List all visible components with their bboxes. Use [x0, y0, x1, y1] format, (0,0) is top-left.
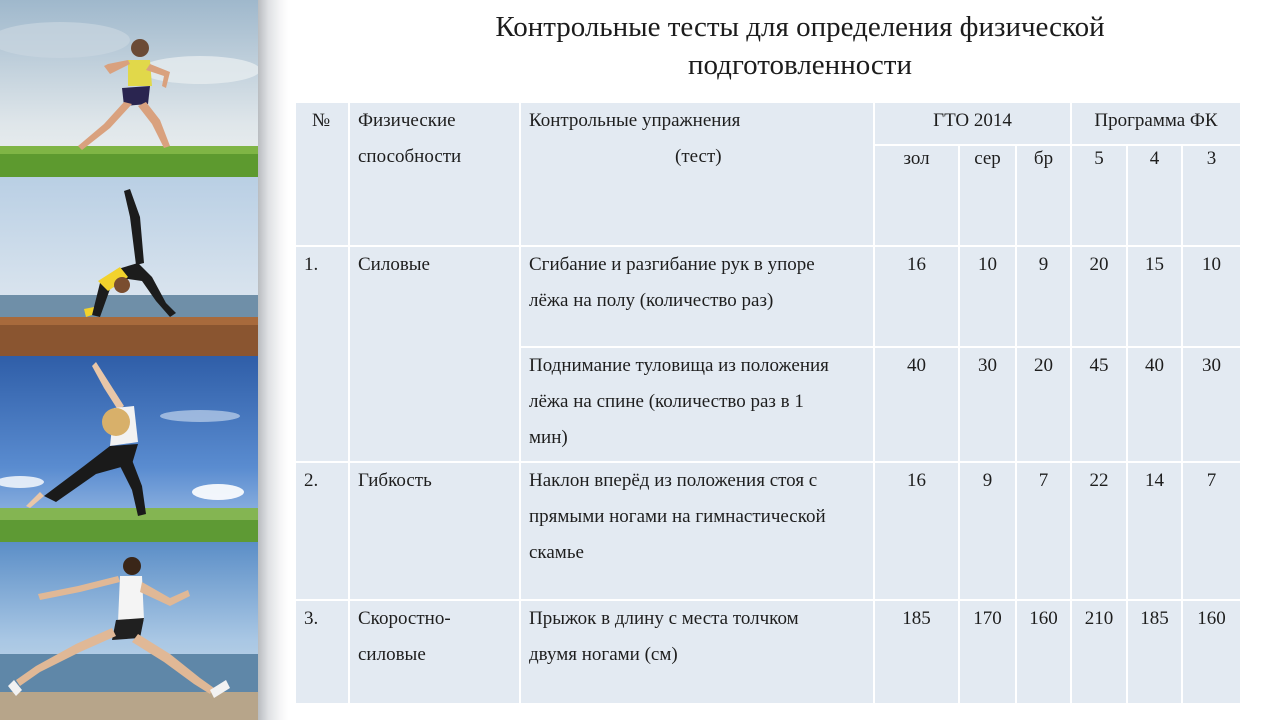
- row-1-program-3: 10: [1183, 247, 1240, 346]
- row-1b-program-5: 45: [1072, 348, 1126, 461]
- row-2-num: 2.: [296, 463, 348, 599]
- header-program-3: 3: [1183, 146, 1240, 245]
- header-exercise: [521, 103, 873, 245]
- header-ability-line-1: Физические: [358, 110, 456, 131]
- row-2-exercise: Наклон вперёд из положения стоя с прямыми ногами на гимнастической скамье: [521, 463, 873, 599]
- photo-strip-shadow: [258, 0, 288, 720]
- photo-woman-stretching-arms-up: [0, 356, 258, 542]
- title-line-1: Контрольные тесты для определения физической: [495, 11, 1105, 43]
- row-1b-program-4: 40: [1128, 348, 1181, 461]
- row-2-gto-silver: 9: [960, 463, 1015, 599]
- header-program-5: 5: [1072, 146, 1126, 245]
- header-program-4: 4: [1128, 146, 1181, 245]
- row-1-program-5: 20: [1072, 247, 1126, 346]
- row-3-program-3: 160: [1183, 601, 1240, 703]
- header-gto-bronze: бр: [1017, 146, 1070, 245]
- header-program: Программа ФК: [1072, 103, 1240, 144]
- row-1b-program-3: 30: [1183, 348, 1240, 461]
- header-num: №: [296, 103, 348, 245]
- row-1-gto-bronze: 9: [1017, 247, 1070, 346]
- row-3-num: 3.: [296, 601, 348, 703]
- row-2-ability: Гибкость: [350, 463, 519, 599]
- row-3-ability: Скоростно- силовые: [350, 601, 519, 703]
- row-3-program-5: 210: [1072, 601, 1126, 703]
- photo-woman-running-on-grass: [0, 0, 258, 177]
- row-1-num: 1.: [296, 247, 348, 461]
- row-3-exercise: Прыжок в длину с места толчком двумя ногами (см): [521, 601, 873, 703]
- row-3-gto-silver: 170: [960, 601, 1015, 703]
- row-1-exercise: Сгибание и разгибание рук в упоре лёжа на полу (количество раз): [521, 247, 873, 346]
- row-2-program-4: 14: [1128, 463, 1181, 599]
- row-1b-gto-bronze: 20: [1017, 348, 1070, 461]
- photo-woman-backbend-on-beach: [0, 177, 258, 356]
- header-exercise-line-1: Контрольные упражнения: [529, 110, 741, 131]
- row-2-gto-bronze: 7: [1017, 463, 1070, 599]
- photo-strip: [0, 0, 258, 720]
- fitness-tests-table: [296, 103, 1240, 703]
- row-1b-gto-silver: 30: [960, 348, 1015, 461]
- page-title: [300, 8, 1280, 84]
- row-2-program-5: 22: [1072, 463, 1126, 599]
- header-ability: [350, 103, 519, 245]
- row-1b-exercise: Поднимание туловища из положения лёжа на спине (количество раз в 1 мин): [521, 348, 873, 461]
- row-1-gto-silver: 10: [960, 247, 1015, 346]
- photo-woman-jumping-on-beach: [0, 542, 258, 720]
- row-3-gto-bronze: 160: [1017, 601, 1070, 703]
- row-3-program-4: 185: [1128, 601, 1181, 703]
- header-exercise-line-2: (тест): [675, 146, 722, 167]
- title-line-2: подготовленности: [688, 49, 912, 81]
- header-gto: ГТО 2014: [875, 103, 1070, 144]
- header-gto-gold: зол: [875, 146, 958, 245]
- row-1-ability: Силовые: [350, 247, 519, 461]
- row-3-gto-gold: 185: [875, 601, 958, 703]
- header-ability-line-2: способности: [358, 146, 462, 167]
- header-gto-silver: сер: [960, 146, 1015, 245]
- row-1-program-4: 15: [1128, 247, 1181, 346]
- row-1b-gto-gold: 40: [875, 348, 958, 461]
- row-2-gto-gold: 16: [875, 463, 958, 599]
- row-2-program-3: 7: [1183, 463, 1240, 599]
- row-1-gto-gold: 16: [875, 247, 958, 346]
